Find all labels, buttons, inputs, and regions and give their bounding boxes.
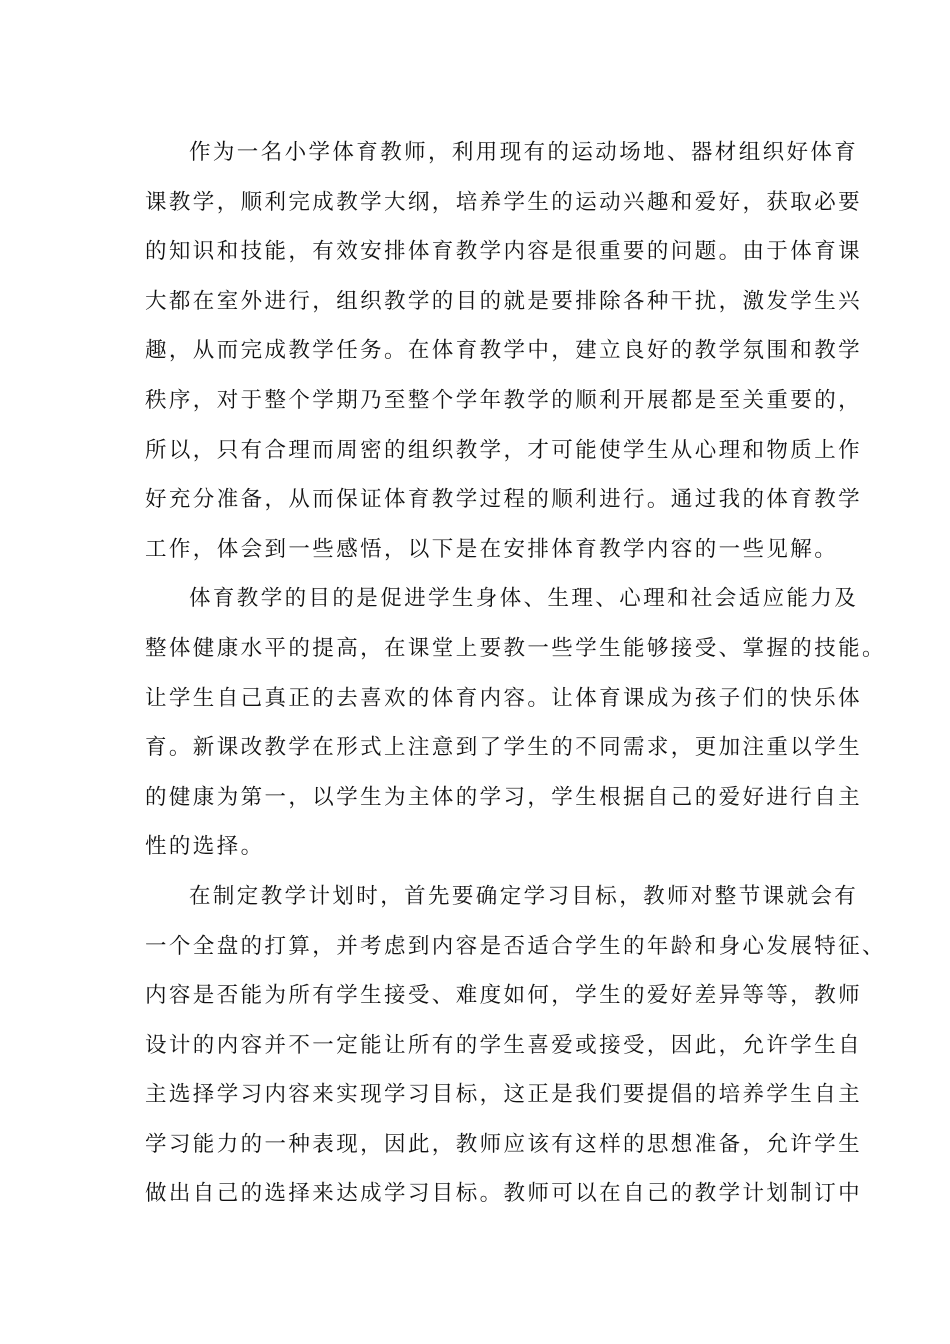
paragraph-line: 作为一名小学体育教师，利用现有的运动场地、器材组织好体育 xyxy=(189,140,859,165)
paragraph-line: 好充分准备，从而保证体育教学过程的顺利进行。通过我的体育教学 xyxy=(145,487,863,513)
paragraph-line: 内容是否能为所有学生接受、难度如何，学生的爱好差异等等，教师 xyxy=(145,983,863,1009)
paragraph-3 xyxy=(145,872,886,1219)
paragraph-1 xyxy=(145,128,863,574)
paragraph-line: 主选择学习内容来实现学习目标，这正是我们要提倡的培养学生自主 xyxy=(145,1082,863,1108)
paragraph-2 xyxy=(145,574,886,872)
paragraph-line: 整体健康水平的提高，在课堂上要教一些学生能够接受、掌握的技能。 xyxy=(145,635,886,661)
paragraph-line: 性的选择。 xyxy=(145,834,265,860)
paragraph-line: 所以，只有合理而周密的组织教学，才可能使学生从心理和物质上作 xyxy=(145,437,863,463)
paragraph-line: 一个全盘的打算，并考虑到内容是否适合学生的年龄和身心发展特征、 xyxy=(145,933,886,959)
paragraph-line: 做出自己的选择来达成学习目标。教师可以在自己的教学计划制订中 xyxy=(145,1181,863,1207)
paragraph-line: 让学生自己真正的去喜欢的体育内容。让体育课成为孩子们的快乐体 xyxy=(145,685,863,711)
paragraph-line: 在制定教学计划时，首先要确定学习目标，教师对整节课就会有 xyxy=(189,883,859,909)
paragraph-line: 的知识和技能，有效安排体育教学内容是很重要的问题。由于体育课 xyxy=(145,239,863,265)
paragraph-line: 大都在室外进行，组织教学的目的就是要排除各种干扰，激发学生兴 xyxy=(145,288,863,314)
paragraph-line: 学习能力的一种表现，因此，教师应该有这样的思想准备，允许学生 xyxy=(145,1131,863,1157)
paragraph-line: 育。新课改教学在形式上注意到了学生的不同需求，更加注重以学生 xyxy=(145,735,863,761)
paragraph-line: 秩序，对于整个学期乃至整个学年教学的顺利开展都是至关重要的， xyxy=(145,387,863,413)
paragraph-line: 的健康为第一，以学生为主体的学习，学生根据自己的爱好进行自主 xyxy=(145,784,863,810)
paragraph-line: 趣，从而完成教学任务。在体育教学中，建立良好的教学氛围和教学 xyxy=(145,338,863,364)
document-body xyxy=(145,128,886,1219)
paragraph-line: 设计的内容并不一定能让所有的学生喜爱或接受，因此，允许学生自 xyxy=(145,1032,863,1058)
paragraph-line: 课教学，顺利完成教学大纲，培养学生的运动兴趣和爱好，获取必要 xyxy=(145,189,863,215)
paragraph-line: 工作，体会到一些感悟，以下是在安排体育教学内容的一些见解。 xyxy=(145,536,839,562)
paragraph-line: 体育教学的目的是促进学生身体、生理、心理和社会适应能力及 xyxy=(189,586,859,612)
